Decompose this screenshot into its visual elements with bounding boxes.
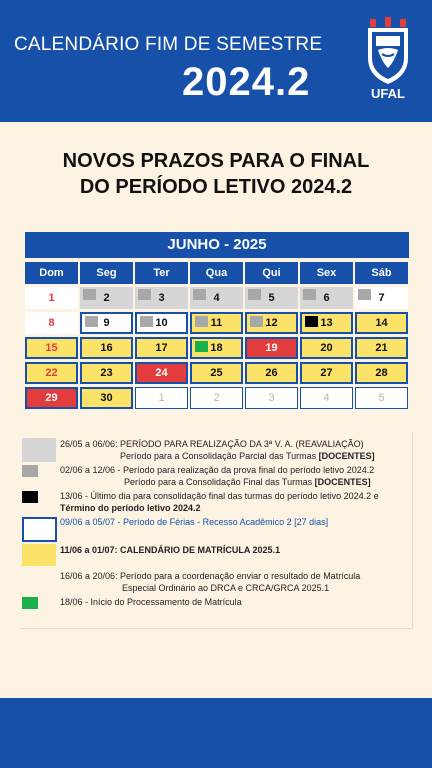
ufal-shield-icon bbox=[364, 16, 412, 86]
weekday-qua: Qua bbox=[190, 262, 243, 284]
day-number: 23 bbox=[100, 367, 113, 379]
day-cell bbox=[25, 362, 78, 384]
calendar-week-4 bbox=[25, 362, 409, 384]
day-number: 12 bbox=[265, 317, 278, 329]
day-number: 6 bbox=[323, 292, 330, 304]
legend-text: 16/06 a 20/06: Período para a coordenação enviar o resultado de Matrícula bbox=[60, 571, 361, 581]
day-cell bbox=[135, 362, 188, 384]
day-cell bbox=[190, 387, 243, 409]
dark-gray-marker bbox=[85, 316, 98, 327]
day-number: 18 bbox=[210, 342, 223, 354]
header-banner bbox=[0, 0, 432, 122]
header-year: 2024.2 bbox=[182, 60, 311, 104]
day-number: 20 bbox=[320, 342, 333, 354]
day-number: 16 bbox=[100, 342, 113, 354]
page-headline bbox=[0, 148, 432, 200]
green-marker bbox=[195, 341, 208, 352]
legend-text: 18/06 - Início do Processamento de Matrícula bbox=[60, 597, 242, 607]
calendar bbox=[25, 232, 409, 409]
day-number: 24 bbox=[155, 367, 168, 379]
day-number: 9 bbox=[103, 317, 110, 329]
day-cell bbox=[190, 312, 243, 334]
day-cell bbox=[245, 312, 298, 334]
legend bbox=[20, 432, 413, 629]
ufal-logo bbox=[364, 16, 412, 102]
day-cell bbox=[300, 362, 353, 384]
day-number: 29 bbox=[45, 392, 58, 404]
dark-gray-marker bbox=[140, 316, 153, 327]
dark-gray-marker bbox=[303, 289, 316, 300]
day-cell bbox=[300, 337, 353, 359]
day-number: 27 bbox=[320, 367, 333, 379]
day-cell bbox=[300, 387, 353, 409]
day-cell bbox=[190, 287, 243, 309]
dark-gray-marker bbox=[250, 316, 263, 327]
day-cell bbox=[355, 312, 408, 334]
day-number: 13 bbox=[320, 317, 333, 329]
day-cell bbox=[245, 287, 298, 309]
day-number: 5 bbox=[268, 292, 275, 304]
weekday-seg: Seg bbox=[80, 262, 133, 284]
legend-text: 11/06 a 01/07: CALENDÁRIO DE MATRÍCULA 2025.1 bbox=[60, 545, 281, 555]
day-cell bbox=[245, 337, 298, 359]
day-number: 17 bbox=[155, 342, 168, 354]
headline-line-2: DO PERÍODO LETIVO 2024.2 bbox=[79, 176, 353, 198]
day-cell bbox=[355, 362, 408, 384]
gray-swatch bbox=[22, 438, 56, 462]
dark-gray-marker bbox=[195, 316, 208, 327]
day-cell bbox=[355, 387, 408, 409]
day-number: 3 bbox=[158, 292, 165, 304]
day-cell bbox=[25, 287, 78, 309]
dark-gray-swatch bbox=[22, 465, 38, 477]
day-cell bbox=[300, 312, 353, 334]
green-swatch bbox=[22, 597, 38, 609]
footer-banner bbox=[0, 698, 432, 768]
legend-text: 13/06 - Último dia para consolidação final das turmas do período letivo 2024.2 e bbox=[60, 491, 379, 501]
day-cell bbox=[190, 362, 243, 384]
weekday-ter: Ter bbox=[135, 262, 188, 284]
day-cell bbox=[135, 337, 188, 359]
dark-gray-marker bbox=[83, 289, 96, 300]
black-marker bbox=[305, 316, 318, 327]
day-cell bbox=[25, 337, 78, 359]
day-cell bbox=[355, 287, 408, 309]
day-cell bbox=[245, 387, 298, 409]
calendar-month-title: JUNHO - 2025 bbox=[25, 232, 409, 258]
day-cell bbox=[80, 287, 133, 309]
legend-text: 02/06 a 12/06 - Período para realização da prova final do período letivo 2024.2 bbox=[60, 465, 375, 475]
day-number: 4 bbox=[213, 292, 220, 304]
day-number: 1 bbox=[158, 392, 165, 404]
day-cell bbox=[25, 387, 78, 409]
calendar-week-5 bbox=[25, 387, 409, 409]
legend-text: 09/06 a 05/07 - Período de Férias - Recesso Acadêmico 2 [27 dias] bbox=[60, 517, 329, 527]
legend-text: Especial Ordinário ao DRCA e CRCA/GRCA 2025.1 bbox=[122, 583, 330, 593]
day-cell bbox=[190, 337, 243, 359]
dark-gray-marker bbox=[358, 289, 371, 300]
day-number: 2 bbox=[213, 392, 220, 404]
day-cell bbox=[80, 337, 133, 359]
day-cell bbox=[135, 312, 188, 334]
legend-text: Período para a Consolidação Parcial das Turmas [DOCENTES] bbox=[120, 451, 375, 461]
legend-text: Término do período letivo 2024.2 bbox=[60, 503, 201, 513]
day-number: 30 bbox=[100, 392, 113, 404]
day-number: 1 bbox=[48, 292, 55, 304]
day-number: 11 bbox=[210, 317, 223, 329]
day-number: 3 bbox=[268, 392, 275, 404]
day-cell bbox=[300, 287, 353, 309]
day-number: 21 bbox=[375, 342, 388, 354]
dark-gray-marker bbox=[193, 289, 206, 300]
weekday-header bbox=[25, 262, 409, 284]
dark-gray-marker bbox=[138, 289, 151, 300]
day-number: 15 bbox=[45, 342, 58, 354]
calendar-week-2 bbox=[25, 312, 409, 334]
day-number: 2 bbox=[103, 292, 110, 304]
header-title: CALENDÁRIO FIM DE SEMESTRE bbox=[14, 34, 323, 55]
calendar-week-1 bbox=[25, 287, 409, 309]
weekday-qui: Qui bbox=[245, 262, 298, 284]
framed-swatch bbox=[22, 517, 57, 542]
dark-gray-marker bbox=[248, 289, 261, 300]
day-cell bbox=[80, 362, 133, 384]
day-number: 25 bbox=[210, 367, 223, 379]
calendar-week-3 bbox=[25, 337, 409, 359]
legend-text: Período para a Consolidação Final das Turmas [DOCENTES] bbox=[124, 477, 371, 487]
day-number: 28 bbox=[375, 367, 388, 379]
day-number: 5 bbox=[378, 392, 385, 404]
weekday-sab: Sáb bbox=[355, 262, 408, 284]
day-number: 8 bbox=[48, 317, 55, 329]
day-number: 22 bbox=[45, 367, 58, 379]
day-number: 26 bbox=[265, 367, 278, 379]
day-cell bbox=[25, 312, 78, 334]
day-number: 19 bbox=[265, 342, 278, 354]
legend-text: 26/05 a 06/06: PERÍODO PARA REALIZAÇÃO DA 3ª V. A. (REAVALIAÇÃO) bbox=[60, 439, 364, 449]
day-number: 14 bbox=[375, 317, 388, 329]
day-number: 10 bbox=[155, 317, 168, 329]
black-swatch bbox=[22, 491, 38, 503]
day-number: 4 bbox=[323, 392, 330, 404]
weekday-dom: Dom bbox=[25, 262, 78, 284]
day-cell bbox=[135, 387, 188, 409]
day-cell bbox=[135, 287, 188, 309]
day-cell bbox=[245, 362, 298, 384]
day-cell bbox=[80, 387, 133, 409]
day-cell bbox=[80, 312, 133, 334]
headline-line-1: NOVOS PRAZOS PARA O FINAL bbox=[62, 150, 370, 172]
weekday-sex: Sex bbox=[300, 262, 353, 284]
logo-text: UFAL bbox=[371, 86, 405, 101]
yellow-swatch bbox=[22, 544, 56, 566]
day-number: 7 bbox=[378, 292, 385, 304]
day-cell bbox=[355, 337, 408, 359]
